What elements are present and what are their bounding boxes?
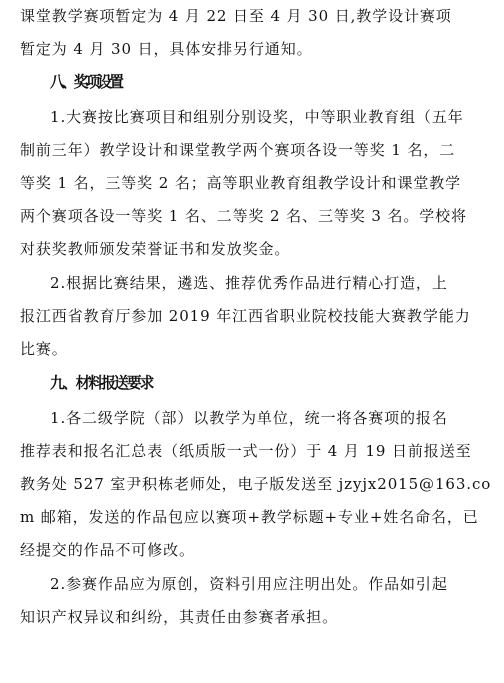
paragraph-line: 2.根据比赛结果，遴选、推荐优秀作品进行精心打造，上 (50, 274, 448, 292)
paragraph-line: 教务处 527 室尹积栋老师处，电子版发送至 jzyjx2015@163.co (20, 475, 492, 493)
paragraph-line: 课堂教学赛项暂定为 4 月 22 日至 4 月 30 日,教学设计赛项 (20, 7, 452, 25)
paragraph-line: m 邮箱，发送的作品包应以赛项+教学标题+专业+姓名命名，已 (20, 508, 479, 526)
paragraph-line: 等奖 1 名，三等奖 2 名；高等职业教育组教学设计和课堂教学 (20, 174, 462, 192)
paragraph-line: 暂定为 4 月 30 日，具体安排另行通知。 (20, 40, 313, 58)
paragraph-line: 对获奖教师颁发荣誉证书和发放奖金。 (20, 240, 291, 258)
paragraph-line: 经提交的作品不可修改。 (20, 541, 195, 559)
paragraph-line: 比赛。 (20, 340, 68, 358)
paragraph-line: 2.参赛作品应为原创，资料引用应注明出处。作品如引起 (50, 575, 448, 593)
section-heading-awards: 八、奖项设置 (50, 73, 122, 91)
paragraph-line: 1.大赛按比赛项目和组别分别设奖，中等职业教育组（五年 (50, 108, 464, 126)
paragraph-line: 报江西省教育厅参加 2019 年江西省职业院校技能大赛教学能力 (20, 307, 471, 325)
paragraph-line: 1.各二级学院（部）以教学为单位，统一将各赛项的报名 (50, 409, 448, 427)
paragraph-line: 制前三年）教学设计和课堂教学两个赛项各设一等奖 1 名，二 (20, 141, 456, 159)
paragraph-line: 推荐表和报名汇总表（纸质版一式一份）于 4 月 19 日前报送至 (20, 442, 472, 460)
paragraph-line: 两个赛项各设一等奖 1 名、二等奖 2 名、三等奖 3 名。学校将 (20, 207, 467, 225)
section-heading-materials: 九、材料报送要求 (50, 374, 153, 392)
paragraph-line: 知识产权异议和纠纷，其责任由参赛者承担。 (20, 608, 339, 626)
